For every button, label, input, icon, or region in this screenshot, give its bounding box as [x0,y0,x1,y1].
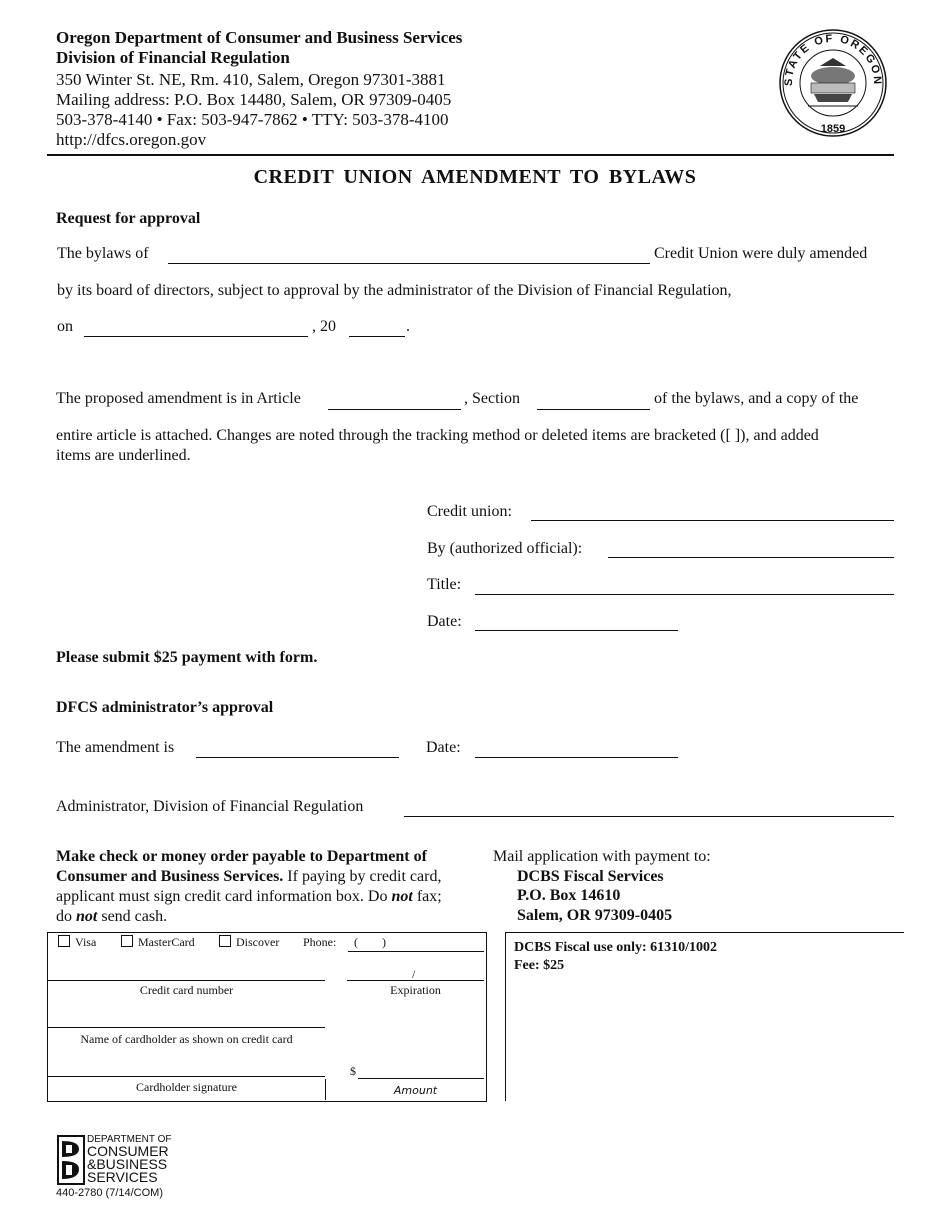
mailing-address: Mailing address: P.O. Box 14480, Salem, OR 97309-0405 [56,90,452,109]
amendment-status-input[interactable] [196,737,399,758]
duly-amended-text: Credit Union were duly amended [654,245,868,262]
signature-date-input[interactable] [475,610,678,631]
visa-checkbox[interactable] [58,935,70,947]
mastercard-checkbox[interactable] [121,935,133,947]
attached-text-line2: items are underlined. [56,447,191,464]
administrator-signature-input[interactable] [404,796,894,817]
phone-input[interactable] [348,933,484,952]
department-name: Oregon Department of Consumer and Business Services [56,28,463,47]
card-number-label: Credit card number [139,983,234,997]
administrator-label: Administrator, Division of Financial Regulation [56,798,364,815]
cardholder-signature-label: Cardholder signature [136,1080,237,1094]
payable-to-line2: Consumer and Business Services. [56,868,284,885]
expiration-slash: / [412,967,416,981]
discover-option[interactable] [219,935,279,949]
sign-box-text: applicant must sign credit card information box. Do [56,888,392,905]
cash-text: send cash. [97,908,168,925]
visa-label: Visa [75,935,97,949]
fiscal-fee: Fee: $25 [514,958,565,973]
dcbs-logo-mark-icon [57,1135,85,1185]
mastercard-option[interactable] [121,935,195,949]
logo-consumer: CONSUMER [87,1143,169,1159]
article-prefix-text: The proposed amendment is in Article [56,390,301,407]
card-number-input[interactable] [48,962,325,981]
logo-services: SERVICES [87,1169,158,1185]
section-input[interactable] [537,389,650,410]
mail-to-city: Salem, OR 97309-0405 [517,907,673,924]
credit-union-name-input[interactable] [168,243,650,264]
year-period: . [406,318,410,335]
payable-to-line1: Make check or money order payable to Department of [56,848,427,865]
mastercard-label: MasterCard [138,935,195,949]
dollar-sign: $ [350,1064,356,1078]
cardholder-name-label: Name of cardholder as shown on credit card [80,1032,293,1046]
mail-to-intro: Mail application with payment to: [493,848,711,865]
discover-checkbox[interactable] [219,935,231,947]
year-input[interactable] [349,316,405,337]
not-cash-emphasis: not [76,908,98,925]
cardholder-name-input[interactable] [48,1009,325,1028]
phone-parens: ( ) [354,935,386,949]
on-label: on [57,318,73,335]
check-instructions [56,847,486,927]
approval-date-label: Date: [426,739,461,756]
cardholder-signature-input[interactable] [48,1058,325,1077]
mail-to-name: DCBS Fiscal Services [517,868,664,885]
division-name: Division of Financial Regulation [56,48,290,67]
expiration-input[interactable] [347,962,484,981]
seal-year: 1859 [820,123,846,135]
header-divider [47,154,894,156]
credit-union-input[interactable] [531,500,894,521]
logo-business: &BUSINESS [87,1156,168,1172]
credit-union-label: Credit union: [427,503,512,520]
form-title: CREDIT UNION AMENDMENT TO BYLAWS [253,166,697,188]
board-approval-text: by its board of directors, subject to approval by the administrator of the Division of Financial Regulation, [57,282,732,299]
amount-divider [325,1079,326,1100]
official-title-input[interactable] [475,574,894,595]
logo-dept-of: DEPARTMENT OF [87,1134,172,1145]
request-heading: Request for approval [56,210,201,227]
oregon-state-seal-icon [778,28,888,138]
bylaws-of-label: The bylaws of [57,245,149,262]
amendment-is-label: The amendment is [56,739,175,756]
do-text: do [56,908,76,925]
discover-label: Discover [236,935,280,949]
section-label: , Section [464,390,520,407]
form-number: 440-2780 (7/14/COM) [56,1187,163,1199]
website-link[interactable]: http://dfcs.oregon.gov [56,130,207,149]
expiration-label: Expiration [390,983,441,997]
authorized-official-label: By (authorized official): [427,540,583,557]
amendment-date-input[interactable] [84,316,308,337]
article-suffix-text: of the bylaws, and a copy of the [654,390,859,407]
credit-card-note: If paying by credit card, [283,868,442,885]
approval-date-input[interactable] [475,737,678,758]
phone-numbers: 503-378-4140 • Fax: 503-947-7862 • TTY: 503-378-4100 [56,110,449,129]
amount-label: Amount [393,1084,438,1097]
mail-to-box: P.O. Box 14610 [517,887,621,904]
seal-top-text: STATE OF OREGON [782,32,884,87]
visa-option[interactable] [58,935,96,949]
street-address: 350 Winter St. NE, Rm. 410, Salem, Oregon 97301-3881 [56,70,446,89]
not-fax-emphasis: not [391,888,413,905]
attached-text-line1: entire article is attached. Changes are noted through the tracking method or deleted items are bracketed ([ ]), and added [56,427,819,444]
approval-heading: DFCS administrator’s approval [56,699,274,716]
authorized-official-input[interactable] [608,537,894,558]
signature-date-label: Date: [427,613,462,630]
fax-text: fax; [412,888,442,905]
fiscal-use-only: DCBS Fiscal use only: 61310/1002 [514,940,718,955]
title-label: Title: [427,576,462,593]
article-input[interactable] [328,389,461,410]
fiscal-use-box [505,932,904,1101]
payment-note: Please submit $25 payment with form. [56,649,318,666]
phone-label: Phone: [303,935,337,949]
amount-input[interactable] [358,1060,484,1079]
year-prefix: , 20 [312,318,336,335]
dcbs-logo [57,1135,182,1187]
